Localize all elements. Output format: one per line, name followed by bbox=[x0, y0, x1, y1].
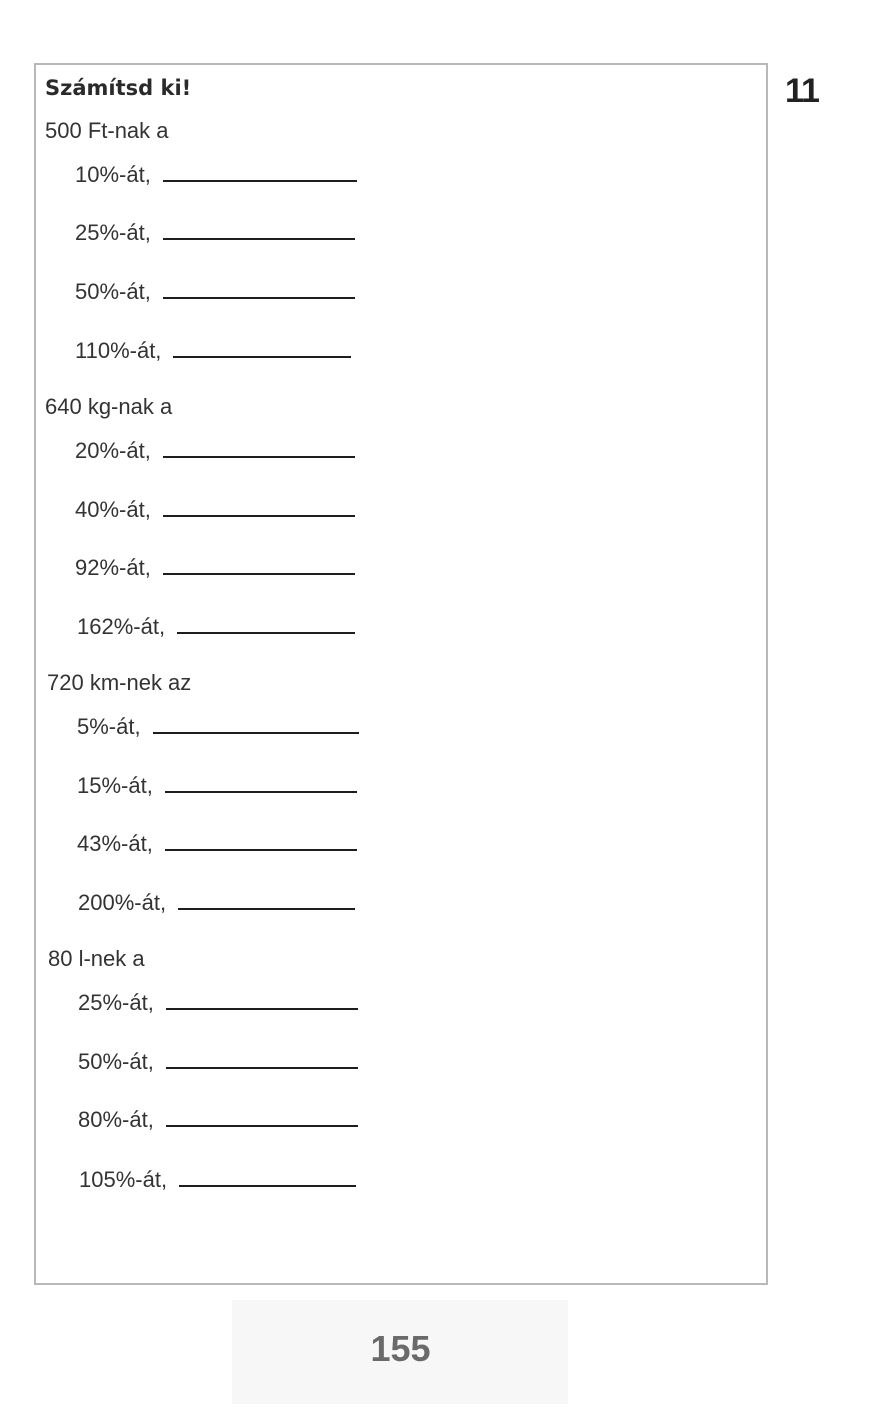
exercise-row bbox=[77, 712, 359, 740]
exercise-label: 40%-át, bbox=[75, 497, 151, 522]
answer-blank[interactable] bbox=[163, 553, 355, 575]
exercise-row bbox=[77, 771, 357, 799]
instruction-heading: Számítsd ki! bbox=[45, 76, 192, 100]
group-heading-500-ft: 500 Ft-nak a bbox=[45, 118, 169, 143]
exercise-row bbox=[79, 1165, 356, 1193]
exercise-row bbox=[75, 277, 355, 305]
exercise-label: 15%-át, bbox=[77, 773, 153, 798]
exercise-row bbox=[78, 988, 358, 1016]
answer-blank[interactable] bbox=[166, 1047, 358, 1069]
exercise-row bbox=[78, 888, 355, 916]
answer-blank[interactable] bbox=[163, 495, 355, 517]
exercise-row bbox=[78, 1047, 358, 1075]
group-heading-720-km: 720 km-nek az bbox=[47, 670, 192, 695]
exercise-row bbox=[78, 1105, 358, 1133]
page-number bbox=[0, 1328, 885, 1370]
exercise-label: 25%-át, bbox=[75, 220, 151, 245]
page-number-text: 155 bbox=[370, 1328, 431, 1369]
answer-blank[interactable] bbox=[178, 888, 355, 910]
answer-blank[interactable] bbox=[165, 829, 357, 851]
answer-blank[interactable] bbox=[166, 1105, 358, 1127]
exercise-row bbox=[75, 160, 357, 188]
exercise-row bbox=[75, 336, 351, 364]
exercise-row bbox=[75, 436, 355, 464]
chapter-number: 11 bbox=[785, 72, 819, 110]
group-heading-640-kg: 640 kg-nak a bbox=[45, 394, 173, 419]
exercise-row bbox=[77, 612, 355, 640]
exercise-label: 50%-át, bbox=[78, 1049, 154, 1074]
exercise-label: 105%-át, bbox=[79, 1167, 168, 1192]
answer-blank[interactable] bbox=[177, 612, 355, 634]
exercise-row bbox=[77, 829, 357, 857]
exercise-row bbox=[75, 495, 355, 523]
group-heading-80-l: 80 l-nek a bbox=[48, 946, 145, 971]
exercise-label: 25%-át, bbox=[78, 990, 154, 1015]
answer-blank[interactable] bbox=[173, 336, 351, 358]
exercise-label: 20%-át, bbox=[75, 438, 151, 463]
exercise-label: 162%-át, bbox=[77, 614, 166, 639]
exercise-label: 50%-át, bbox=[75, 279, 151, 304]
exercise-label: 10%-át, bbox=[75, 162, 151, 187]
exercise-label: 110%-át, bbox=[75, 338, 162, 363]
answer-blank[interactable] bbox=[153, 712, 359, 734]
answer-blank[interactable] bbox=[165, 771, 357, 793]
exercise-label: 92%-át, bbox=[75, 555, 151, 580]
answer-blank[interactable] bbox=[163, 436, 355, 458]
exercise-label: 80%-át, bbox=[78, 1107, 154, 1132]
exercise-label: 5%-át, bbox=[77, 714, 141, 739]
exercise-label: 200%-át, bbox=[78, 890, 167, 915]
exercise-row bbox=[75, 218, 355, 246]
answer-blank[interactable] bbox=[163, 160, 357, 182]
answer-blank[interactable] bbox=[166, 988, 358, 1010]
answer-blank[interactable] bbox=[163, 277, 355, 299]
exercise-row bbox=[75, 553, 355, 581]
answer-blank[interactable] bbox=[179, 1165, 356, 1187]
answer-blank[interactable] bbox=[163, 218, 355, 240]
exercise-label: 43%-át, bbox=[77, 831, 153, 856]
